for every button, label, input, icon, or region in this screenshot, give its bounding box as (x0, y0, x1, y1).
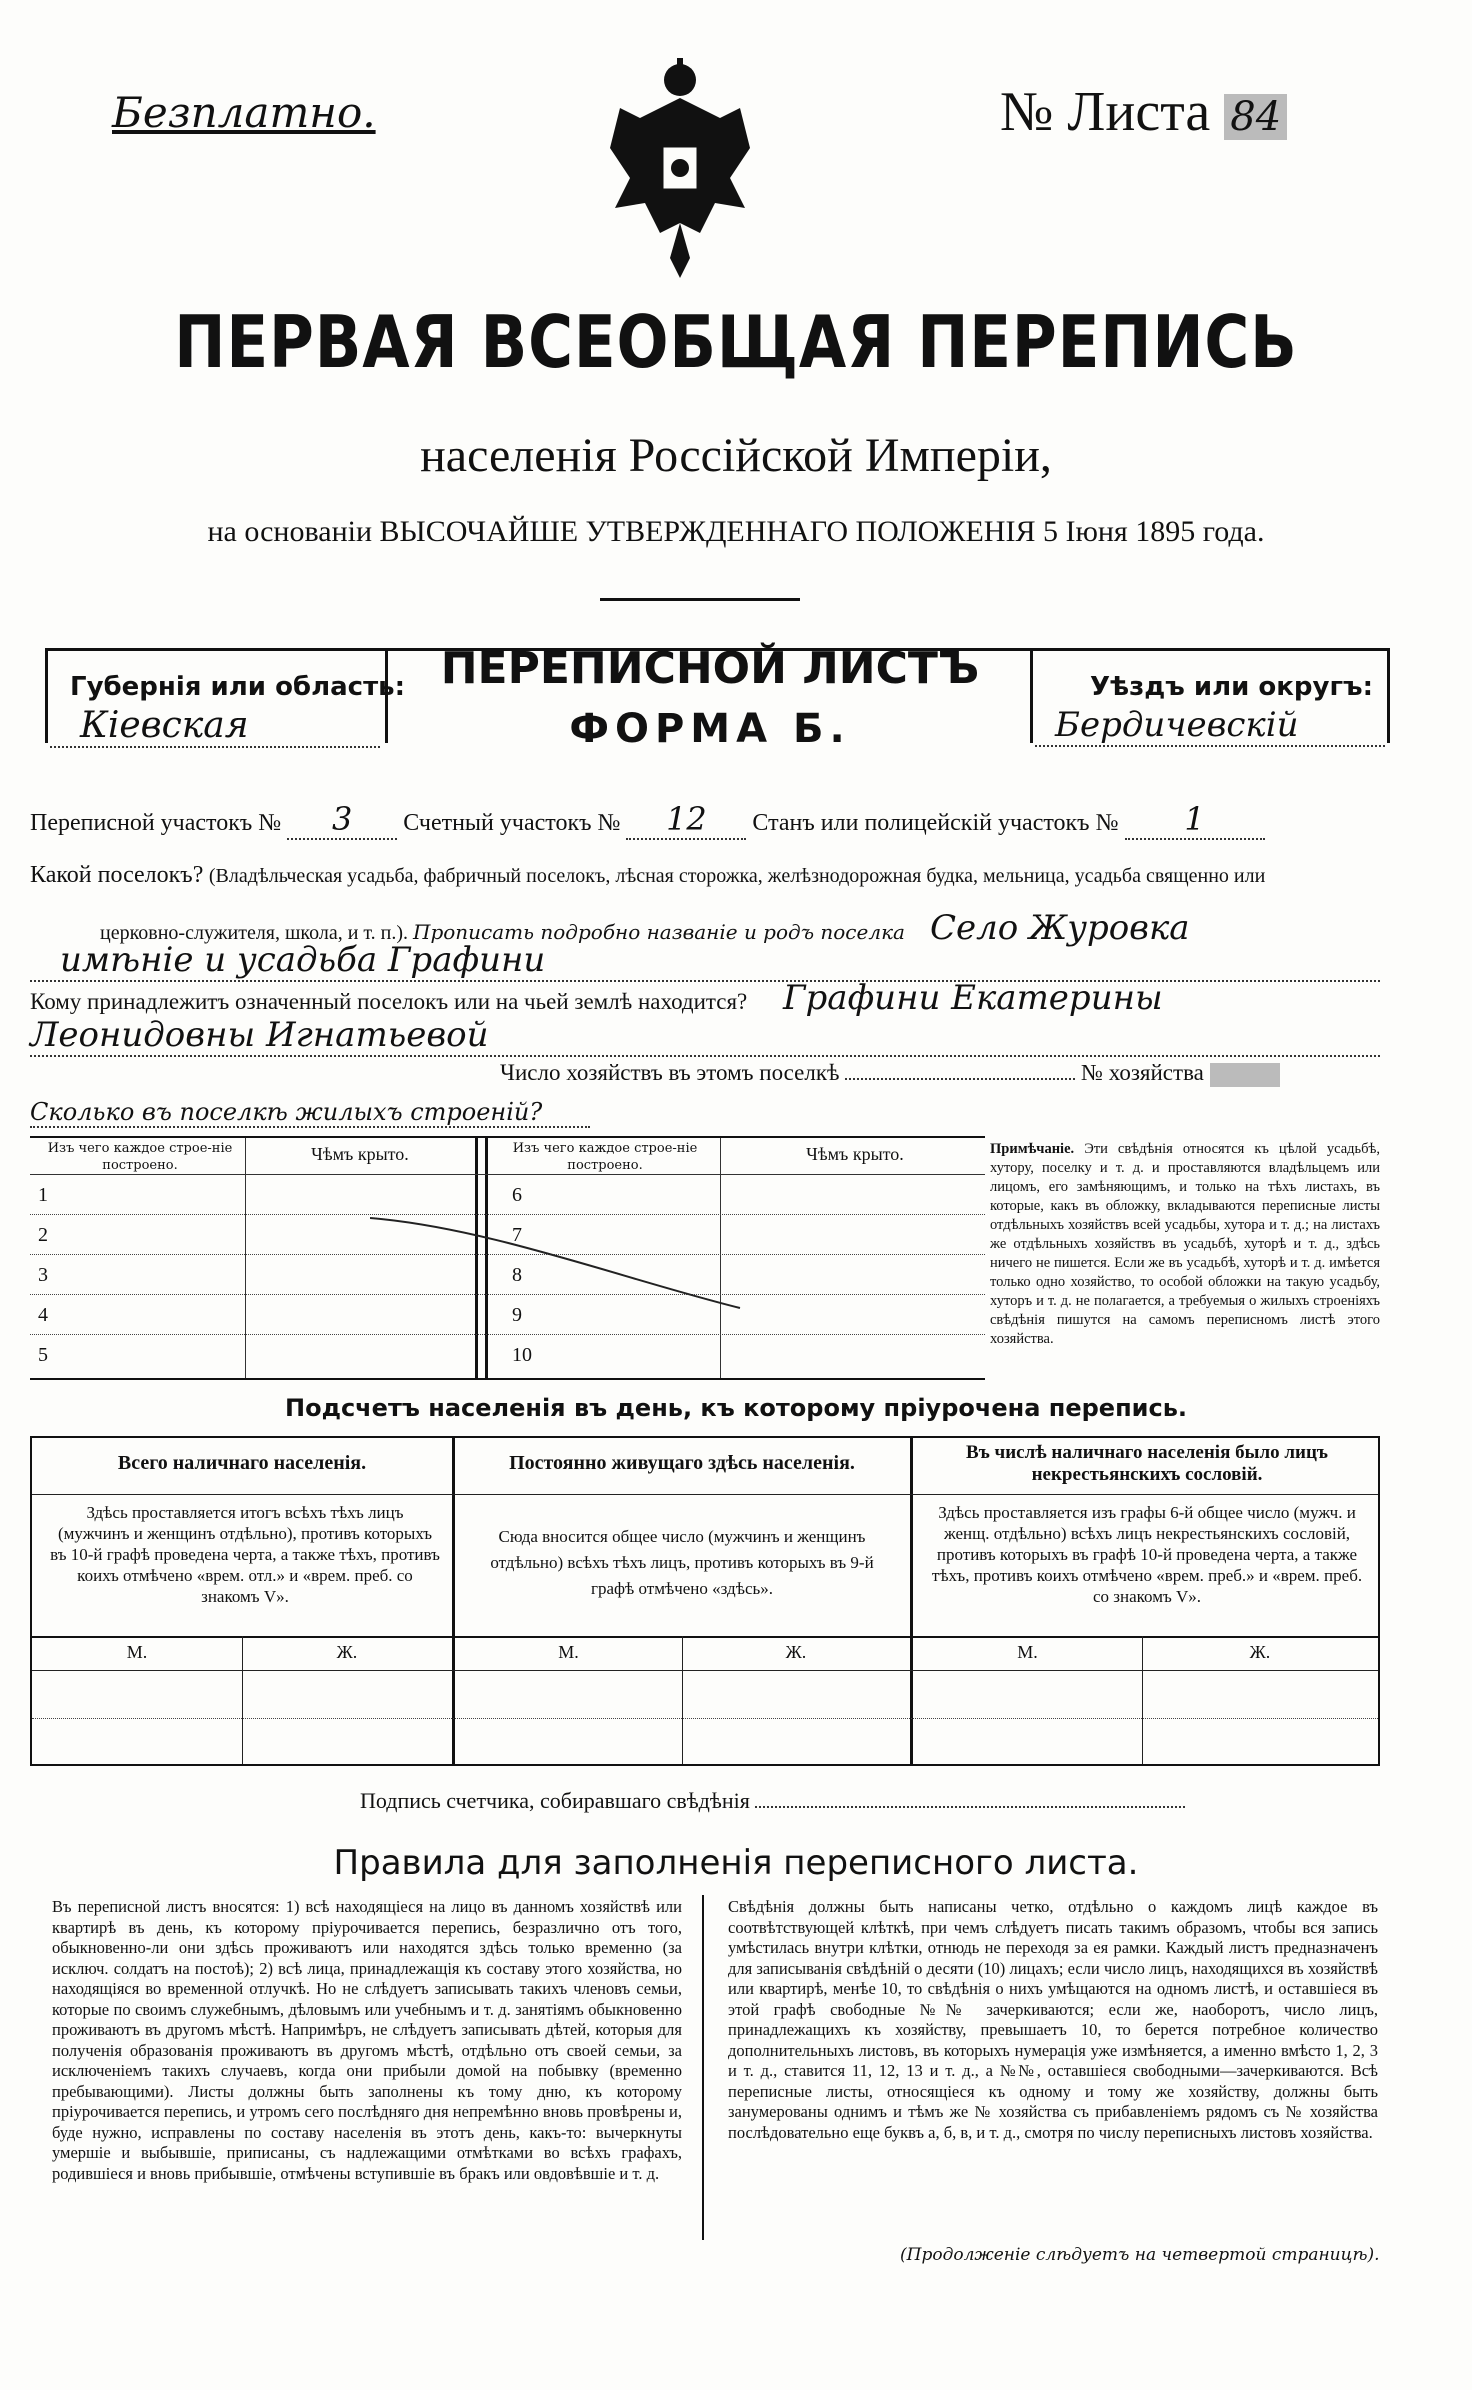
free-label: Безплатно. (112, 88, 376, 137)
sheet-number-label (1000, 80, 1287, 144)
settlement-answer-2: имѣніе и усадьба Графини (30, 940, 1380, 982)
col3-head: Въ числѣ наличнаго населенія было лицъ некрестьянскихъ сословій. (966, 1442, 1328, 1485)
count-area-value: 12 (626, 800, 746, 840)
census-area-label: Переписной участокъ № (30, 810, 282, 836)
uezd-label: Уѣздъ или округъ: (1090, 672, 1373, 702)
form-box-left (45, 648, 48, 743)
col1-text: Здѣсь проставляется итогъ всѣхъ тѣхъ лицъ (мужчинъ и женщинъ отдѣльно), противъ которыхъ въ 10-й графѣ проведена черта, а также тѣхъ, противъ коихъ отмѣчено «врем. отл.» и «врем. преб. со знакомъ V». (50, 1503, 440, 1606)
col-built-left: Изъ чего каждое строе-ніе построено. (47, 1141, 233, 1173)
sheet-number-text: № Листа (1000, 81, 1211, 143)
rules-right-text: Свѣдѣнія должны быть написаны четко, отдѣльно о каждомъ лицѣ каждое въ соотвѣтствующей клѣткѣ, при чемъ слѣдуетъ писать такимъ образомъ, чтобы вся запись умѣстилась внутри клѣтки, отнюдь не переходя за ея рамки. Каждый листъ предназначенъ для записыванія свѣдѣній о десяти (10) лицахъ; если число лицъ, находящихся въ хозяйствѣ или квартирѣ, менѣе 10, то свѣдѣнія о нихъ умѣщаются на одномъ листѣ, и оставшіеся въ этой графѣ свободные №№ зачеркиваются; если же, наоборотъ, число лицъ, принадлежащихъ къ хозяйству, превышаетъ 10, то берется потребное количество дополнительныхъ листовъ, въ которыхъ нумерація уже измѣняется, а именно вмѣсто 1, 2, 3 и т. д., ставится 11, 12, 13 и т. д., а №№, оставшіеся свободными—зачеркиваются. Всѣ переписные листы, относящіеся къ одному и тому же хозяйству, должны быть занумерованы однимъ и тѣмъ же № хозяйства съ прибавленіемъ рядомъ съ № хозяйства послѣдовательно еще буквъ а, б, в, и т. д., смотря по числу переписныхъ листовъ хозяйства. (728, 1897, 1378, 2142)
owner-question: Кому принадлежитъ означенный поселокъ или на чьей землѣ находится? (30, 989, 748, 1014)
form-name: ФОРМА Б. (569, 706, 851, 752)
owner-line (30, 978, 1430, 1018)
f-label: Ж. (785, 1642, 807, 1662)
m-label: М. (558, 1642, 579, 1662)
f-label: Ж. (1249, 1642, 1271, 1662)
col-built-right: Изъ чего каждое строе-ніе построено. (512, 1141, 698, 1173)
sheet-number-value: 84 (1224, 94, 1287, 140)
stan-value: 1 (1125, 800, 1265, 840)
note-title: Примѣчаніе. (990, 1141, 1075, 1157)
col3-text: Здѣсь проставляется изъ графы 6-й общее число (мужч. и женщ. отдѣльно) всѣхъ лицъ некрестьянскихъ сословій, противъ которыхъ въ графѣ 10-й проведена черта, а также тѣхъ, противъ коихъ отмѣчено «врем. преб.» и «врем. преб. со знакомъ V». (931, 1503, 1363, 1606)
col2-text: Сюда вносится общее число (мужчинъ и женщинъ отдѣльно) всѣхъ тѣхъ лицъ, противъ которыхъ въ 9-й графѣ отмѣчено «здѣсь». (490, 1527, 874, 1598)
count-area-label: Счетный участокъ № (403, 810, 621, 836)
f-label: Ж. (336, 1642, 358, 1662)
uezd-value: Бердичевскій (1035, 705, 1385, 747)
strike-through-stroke (370, 1208, 750, 1318)
rules-left-text: Въ переписной листъ вносятся: 1) всѣ находящіеся на лицо въ данномъ хозяйствѣ или квартирѣ въ день, къ которому пріурочивается перепись, безразлично отъ того, обыкновенно-ли они здѣсь проживаютъ или находятся здѣсь только временно (за исключ. солдатъ на постоѣ); 2) всѣ лица, принадлежащія къ составу этого хозяйства, но находящіяся во временной отлучкѣ. Но не слѣдуетъ записывать такихъ членовъ семьи, которые по своимъ служебнымъ, дѣловымъ или учебнымъ и т. д. занятіямъ обыкновенно проживаютъ въ другомъ мѣстѣ. Напримѣръ, не слѣдуетъ записывать дѣтей, которыя для полученія образованія проживаютъ въ другомъ мѣстѣ, отдѣльно отъ своей семьи, за исключеніемъ такихъ случаевъ, когда они прибыли домой на побывку (временно пребывающими). Листы должны быть заполнены къ тому дню, къ которому пріурочивается перепись, и утромъ сего послѣдняго дня непремѣнно вновь провѣрены и, буде нужно, исправлены по составу населенія въ этотъ день, какъ-то: вычеркнуты умершіе и выбывшіе, приписаны, съ надлежащими отмѣтками во всѣхъ графахъ, родившіеся и вновь прибывшіе, отмѣчены вступившіе въ бракъ или овдовѣвшіе и т. д. (52, 1897, 682, 2183)
note-text: Эти свѣдѣнія относятся къ цѣлой усадьбѣ, хутору, поселку и т. д. и проставляются владѣльцемъ или лицомъ, его замѣняющимъ, и только на тѣхъ листахъ, въ которые, какъ въ обложку, вкладываются переписные листы отдѣльныхъ хозяйствъ всей усадьбы, хутора и т. д.; на листахъ же отдѣльныхъ хозяйствъ въ усадьбѣ, хуторѣ и т. д., здѣсь ничего не пишется. Если же въ усадьбѣ, хуторѣ и т. д. имѣется только одно хозяйство, то особой обложки на такую усадьбу, хуторъ и т. д. не полагается, а требуемыя о жилыхъ строеніяхъ свѣдѣнія пишутся на самомъ переписномъ листѣ этого хозяйства. (990, 1141, 1381, 1347)
rules-divider (702, 1895, 704, 2240)
row-number: 2 (38, 1224, 48, 1246)
household-no-label: № хозяйства (1081, 1060, 1204, 1085)
population-table (30, 1436, 1380, 1766)
header-divider (600, 598, 800, 601)
row-number: 3 (38, 1264, 48, 1286)
col1-head: Всего наличнаго населенія. (117, 1452, 367, 1474)
rules-continued: (Продолженіе слѣдуетъ на четвертой страницѣ). (900, 2245, 1380, 2265)
settlement-hint: (Владѣльческая усадьба, фабричный поселокъ, лѣсная сторожка, желѣзнодорожная будка, мельница, усадьба священно или (208, 865, 1266, 887)
district-line (30, 800, 1430, 840)
rules-title: Правила для заполненія переписного листа. (333, 1843, 1139, 1883)
signature-label: Подпись счетчика, собиравшаго свѣдѣнія (360, 1788, 750, 1813)
census-subtitle: населенія Россійской Имперіи, (420, 429, 1052, 482)
settlement-question-line (30, 862, 1430, 889)
stan-label: Станъ или полицейскій участокъ № (752, 810, 1119, 836)
households-line (500, 1060, 1400, 1087)
buildings-table (30, 1136, 985, 1380)
row-number: 1 (38, 1184, 48, 1206)
m-label: М. (126, 1642, 148, 1662)
row-number: 5 (38, 1344, 48, 1366)
households-label: Число хозяйствъ въ этомъ поселкѣ (500, 1060, 840, 1085)
census-title: ПЕРВАЯ ВСЕОБЩАЯ ПЕРЕПИСЬ (174, 300, 1298, 384)
note-block (990, 1140, 1380, 1349)
owner-answer-2: Леонидовны Игнатьевой (30, 1015, 1380, 1057)
row-number: 7 (512, 1224, 522, 1246)
form-box-mid-right (1030, 648, 1033, 743)
settlement-hint-2: церковно-служителя, школа, и т. п.). (100, 922, 408, 944)
basis-line: на основаніи ВЫСОЧАЙШЕ УТВЕРЖДЕННАГО ПОЛОЖЕНІЯ 5 Іюня 1895 года. (207, 515, 1265, 548)
row-number: 10 (512, 1344, 532, 1366)
double-eagle-emblem (600, 58, 760, 283)
gubernia-label: Губернія или область: (70, 672, 405, 702)
buildings-question: Сколько въ поселкѣ жилыхъ строеній? (30, 1098, 590, 1128)
form-box-right (1387, 648, 1390, 743)
owner-answer-1: Графини Екатерины (783, 978, 1163, 1018)
row-number: 4 (38, 1304, 48, 1326)
row-number: 6 (512, 1184, 522, 1206)
gubernia-value: Кіевская (50, 705, 380, 748)
census-area-value: 3 (287, 800, 397, 840)
settlement-hint-italic: Прописать подробно названіе и родъ поселка (413, 920, 905, 944)
col2-head: Постоянно живущаго здѣсь населенія. (509, 1452, 855, 1474)
row-number: 8 (512, 1264, 522, 1286)
row-number: 9 (512, 1304, 522, 1326)
m-label: М. (1017, 1642, 1038, 1662)
col-roof-left: Чѣмъ крыто. (311, 1144, 409, 1164)
sheet-title: ПЕРЕПИСНОЙ ЛИСТЪ (440, 643, 980, 694)
settlement-answer-1: Село Журовка (929, 908, 1190, 948)
settlement-question: Какой поселокъ? (30, 862, 204, 888)
signature-line (360, 1788, 1380, 1814)
population-title: Подсчетъ населенія въ день, къ которому пріурочена перепись. (285, 1394, 1187, 1422)
col-roof-right: Чѣмъ крыто. (806, 1144, 904, 1164)
